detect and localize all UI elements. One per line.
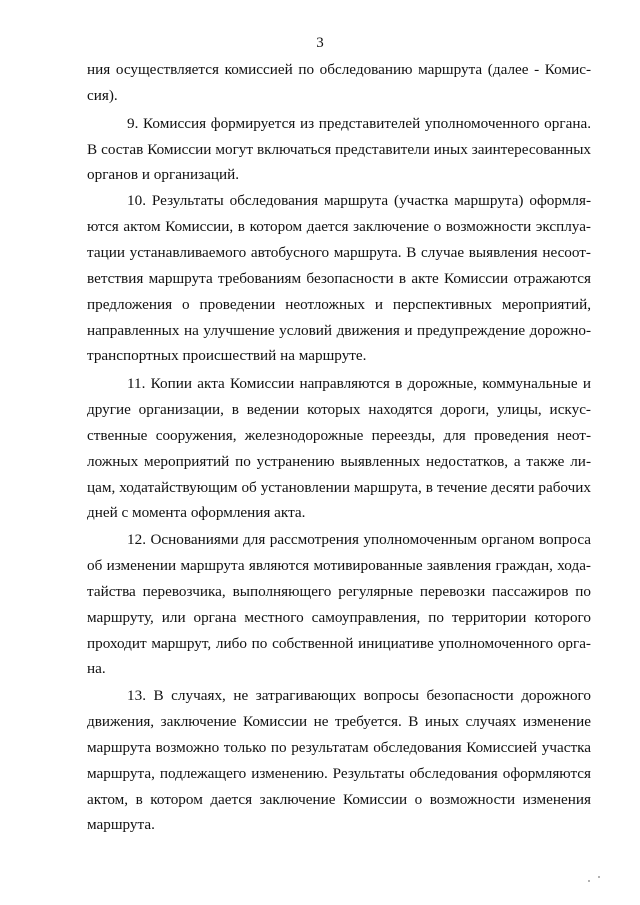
text-line: маршруту, или органа местного самоуправления, по территории которого bbox=[87, 609, 591, 626]
text-line: маршрута. bbox=[87, 816, 155, 833]
text-line: ния осуществляется комиссией по обследованию маршрута (далее - Комис- bbox=[87, 61, 591, 78]
text-line: 13. В случаях, не затрагивающих вопросы безопасности дорожного bbox=[127, 687, 591, 704]
text-line: 12. Основаниями для рассмотрения уполномоченным органом вопроса bbox=[127, 531, 591, 548]
text-line: предложения о проведении неотложных и перспективных мероприятий, bbox=[87, 296, 591, 313]
text-line: маршрута возможно только по результатам обследования Комиссией участка bbox=[87, 739, 591, 756]
page-number: 3 bbox=[316, 35, 324, 51]
text-line: движения, заключение Комиссии не требуется. В иных случаях изменение bbox=[87, 713, 591, 730]
text-line: 11. Копии акта Комиссии направляются в дорожные, коммунальные и bbox=[127, 375, 591, 392]
text-line: 10. Результаты обследования маршрута (участка маршрута) оформля- bbox=[127, 192, 591, 209]
text-line: В состав Комиссии могут включаться представители иных заинтересованных bbox=[87, 141, 591, 158]
text-line: ются актом Комиссии, в котором дается заключение о возможности эксплуа- bbox=[87, 218, 591, 235]
text-line: ветствия маршрута требованиям безопасности в акте Комиссии отражаются bbox=[87, 270, 591, 287]
text-line: на. bbox=[87, 660, 106, 677]
text-line: актом, в котором дается заключение Комиссии о возможности изменения bbox=[87, 791, 591, 808]
text-line: ложных мероприятий по устранению выявленных недостатков, а также ли- bbox=[87, 453, 591, 470]
text-line: маршрута, подлежащего изменению. Результаты обследования оформляются bbox=[87, 765, 591, 782]
text-line: направленных на улучшение условий движения и предупреждение дорожно- bbox=[87, 322, 591, 339]
text-line: тайства перевозчика, выполняющего регулярные перевозки пассажиров по bbox=[87, 583, 591, 600]
scan-speck bbox=[588, 880, 590, 882]
text-line: 9. Комиссия формируется из представителей уполномоченного органа. bbox=[127, 115, 591, 132]
text-line: другие организации, в ведении которых находятся дороги, улицы, искус- bbox=[87, 401, 591, 418]
text-line: тации устанавливаемого автобусного маршрута. В случае выявления несоот- bbox=[87, 244, 591, 261]
text-line: дней с момента оформления акта. bbox=[87, 504, 306, 521]
text-line: об изменении маршрута являются мотивированные заявления граждан, хода- bbox=[87, 557, 591, 574]
text-line: органов и организаций. bbox=[87, 166, 240, 183]
text-line: цам, ходатайствующим об установлении маршрута, в течение десяти рабочих bbox=[87, 479, 591, 496]
text-line: транспортных происшествий на маршруте. bbox=[87, 347, 367, 364]
scan-speck bbox=[598, 876, 600, 878]
text-line: сия). bbox=[87, 87, 118, 104]
text-line: ственные сооружения, железнодорожные переезды, для проведения неот- bbox=[87, 427, 591, 444]
text-line: проходит маршрут, либо по собственной инициативе уполномоченного орга- bbox=[87, 635, 591, 652]
